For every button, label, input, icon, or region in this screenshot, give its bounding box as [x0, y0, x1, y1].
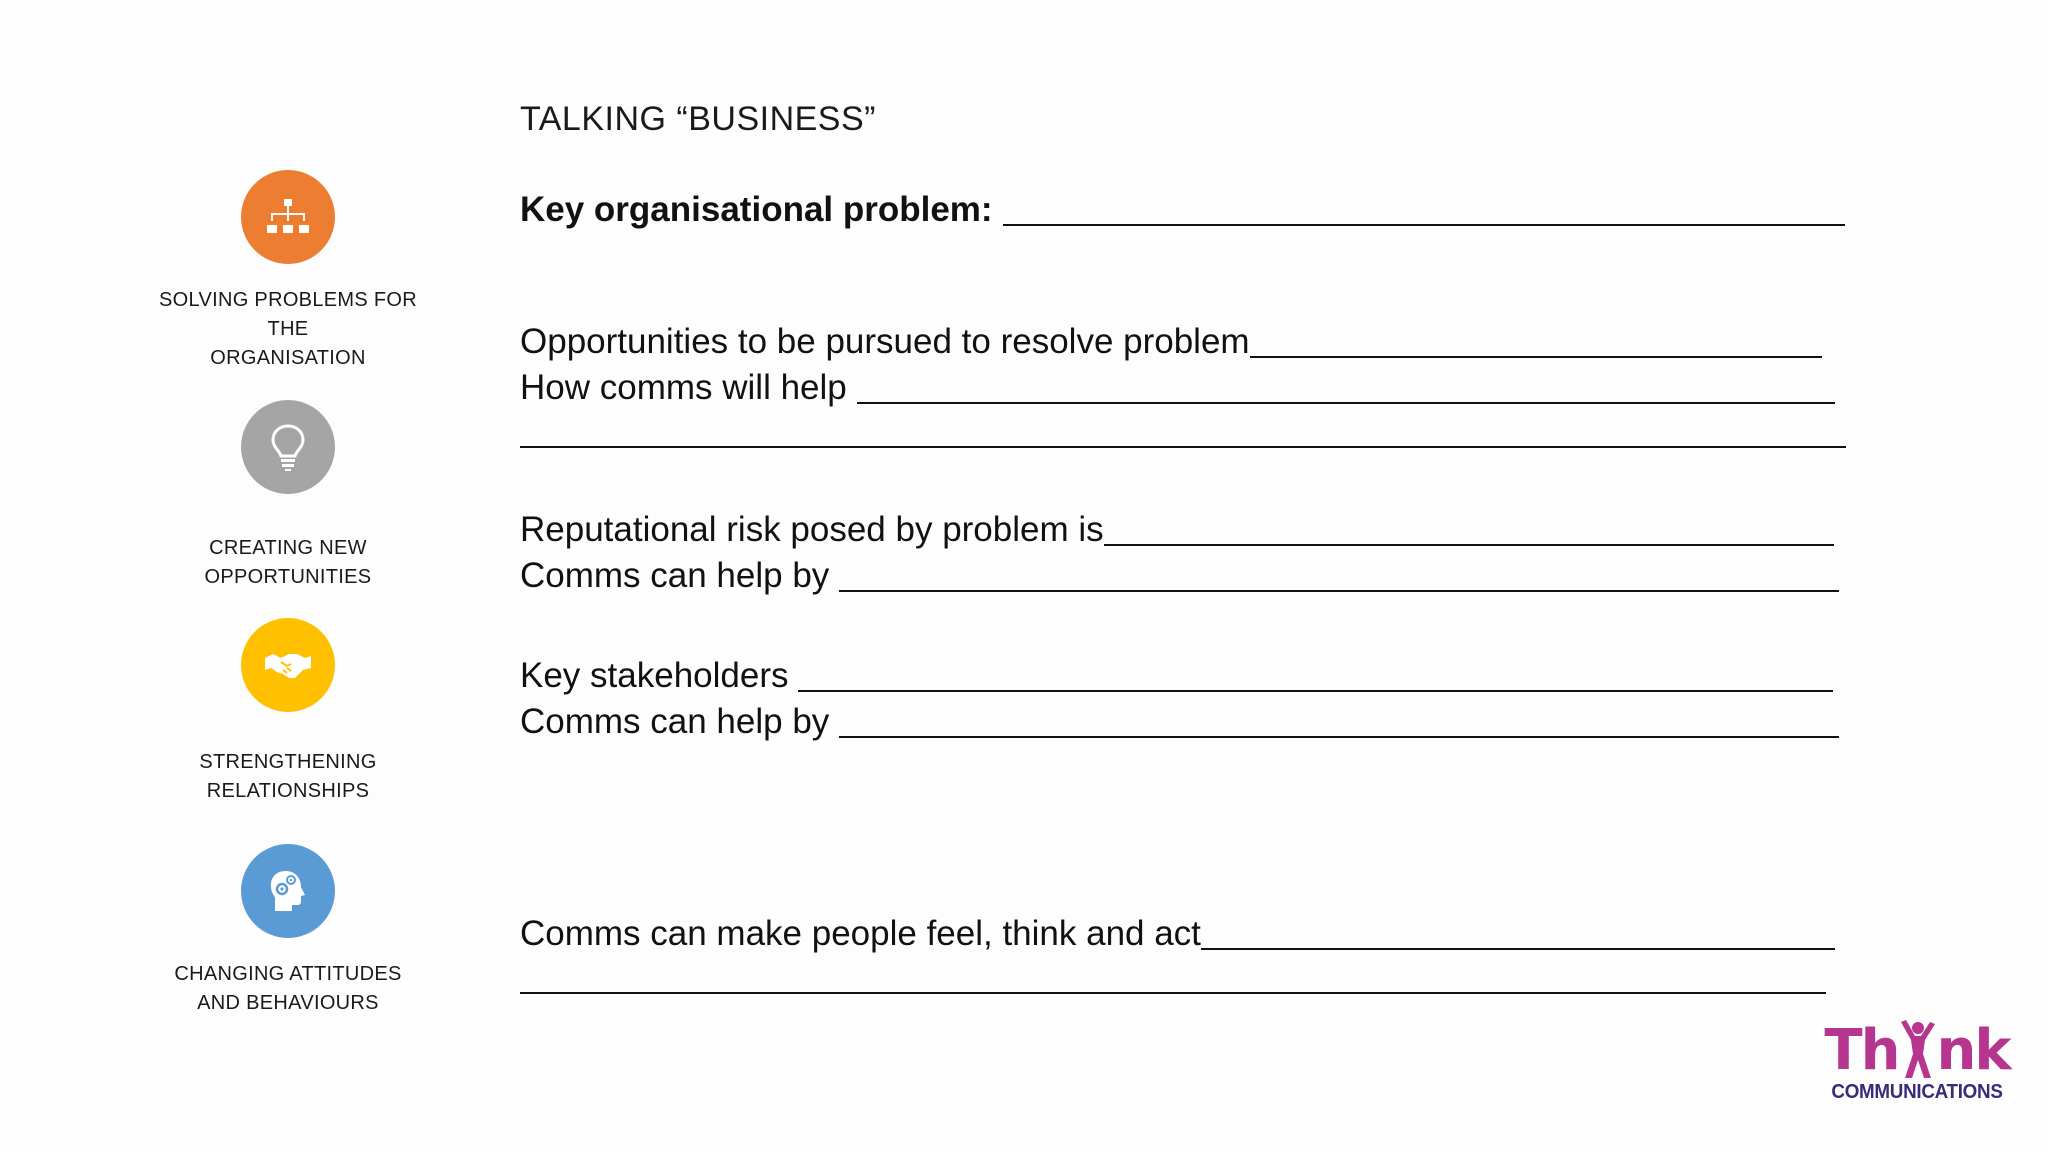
lightbulb-icon [241, 400, 335, 494]
comms-help-by-blank[interactable] [839, 702, 1839, 738]
theme-label: STRENGTHENING RELATIONSHIPS [199, 751, 377, 802]
continuation-blank[interactable] [520, 412, 1846, 448]
key-stakeholders-line [520, 654, 1833, 698]
final-continuation-blank[interactable] [520, 958, 1826, 994]
reputational-risk-label: Reputational risk posed by problem is [520, 510, 1104, 549]
comms-help-by-line-2 [520, 700, 1839, 744]
reputational-risk-line [520, 508, 1834, 552]
comms-help-by-label: Comms can help by [520, 556, 830, 595]
opportunities-label: Opportunities to be pursued to resolve problem [520, 322, 1250, 361]
key-problem-label: Key organisational problem: [520, 190, 993, 229]
theme-label: SOLVING PROBLEMS FOR THE ORGANISATION [159, 289, 417, 369]
key-stakeholders-blank[interactable] [798, 656, 1833, 692]
comms-help-by-label: Comms can help by [520, 702, 830, 741]
theme-strengthening-relationships [138, 618, 438, 806]
slide-title: TALKING “BUSINESS” [520, 100, 876, 138]
opportunities-blank[interactable] [1250, 322, 1822, 358]
theme-label: CREATING NEW OPPORTUNITIES [204, 537, 372, 588]
key-stakeholders-label: Key stakeholders [520, 656, 789, 695]
theme-changing-attitudes [138, 844, 438, 1018]
theme-solving-problems [138, 170, 438, 373]
reputational-risk-blank[interactable] [1104, 510, 1834, 546]
feel-think-act-line [520, 912, 1835, 956]
how-comms-help-line [520, 366, 1835, 410]
logo-subtitle: COMMUNICATIONS [1831, 1081, 2003, 1103]
how-comms-help-blank[interactable] [857, 368, 1835, 404]
head-gears-icon [241, 844, 335, 938]
key-problem-line [520, 188, 1845, 232]
theme-creating-opportunities [138, 400, 438, 592]
feel-think-act-blank[interactable] [1201, 914, 1835, 950]
person-jumping-icon [1897, 1020, 1937, 1080]
comms-help-by-blank[interactable] [839, 556, 1839, 592]
logo-wordmark: Th nk [1824, 1018, 2010, 1083]
theme-label: CHANGING ATTITUDES AND BEHAVIOURS [174, 963, 402, 1014]
org-chart-icon [241, 170, 335, 264]
comms-help-by-line-1 [520, 554, 1839, 598]
feel-think-act-label: Comms can make people feel, think and act [520, 914, 1201, 953]
final-continuation-line [520, 958, 1826, 1000]
key-problem-blank[interactable] [1003, 190, 1845, 226]
handshake-icon [241, 618, 335, 712]
opportunities-line [520, 320, 1822, 364]
think-communications-logo [1822, 1020, 2012, 1104]
continuation-line [520, 412, 1846, 454]
how-comms-help-label: How comms will help [520, 368, 847, 407]
